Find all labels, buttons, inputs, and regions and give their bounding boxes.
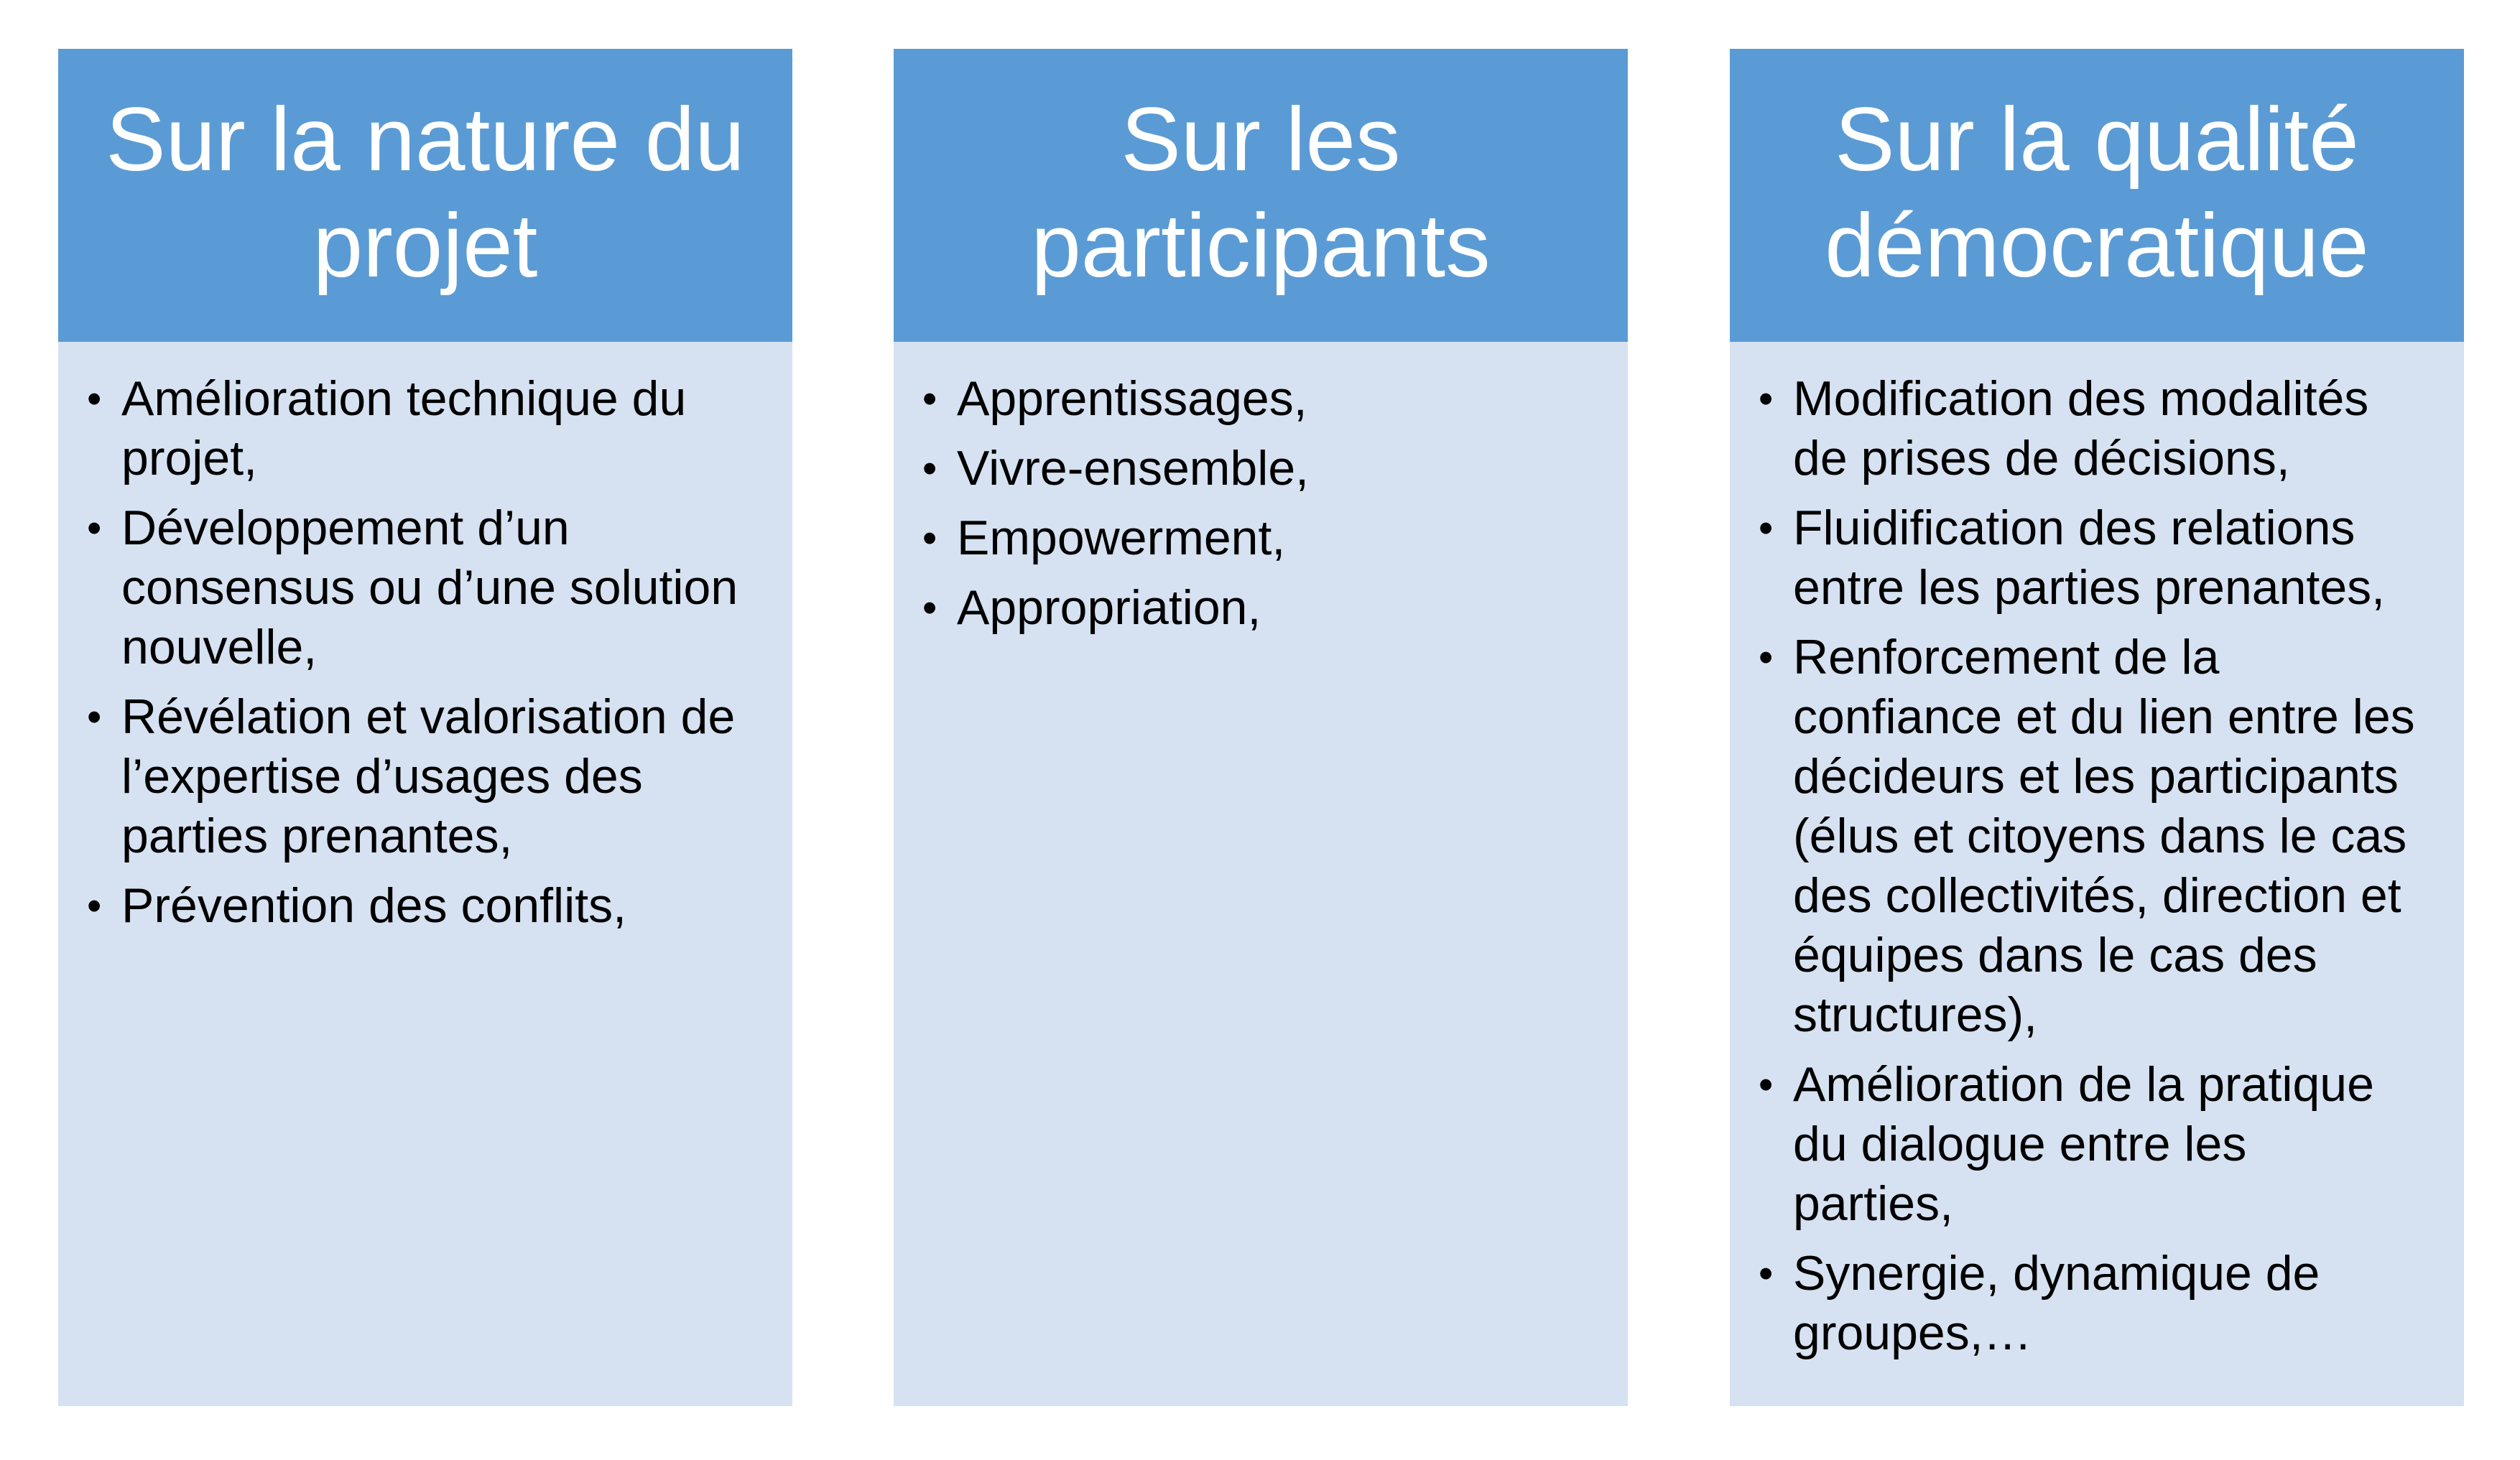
- column-header: Sur la qualité démocratique: [1730, 49, 2464, 342]
- column-body: [894, 342, 1628, 1406]
- column-democratic-quality: [1730, 49, 2464, 1406]
- list-item-text: Révélation et valorisation de l’expertise d’usages des parties prenantes,: [121, 689, 736, 863]
- column-project-nature: [58, 49, 792, 1406]
- list-item-text: Synergie, dynamique de groupes,…: [1793, 1246, 2320, 1360]
- list-item-text: Appropriation,: [957, 580, 1261, 635]
- column-participants: [894, 49, 1628, 1406]
- list-item-text: Empowerment,: [957, 511, 1286, 565]
- list-item: [922, 508, 1599, 568]
- column-body: [1730, 342, 2464, 1406]
- list-item: [922, 578, 1599, 638]
- bullet-icon: •: [922, 376, 937, 422]
- column-header: Sur les participants: [894, 49, 1628, 342]
- column-header: Sur la nature du projet: [58, 49, 792, 342]
- bullet-icon: •: [1759, 634, 1774, 681]
- item-list: [922, 369, 1599, 638]
- list-item-text: Prévention des conflits,: [121, 878, 627, 933]
- list-item: [1759, 369, 2435, 488]
- list-item: [87, 876, 764, 936]
- list-item: [922, 369, 1599, 429]
- list-item: [87, 369, 764, 488]
- bullet-icon: •: [87, 376, 102, 422]
- item-list: [87, 369, 764, 936]
- item-list: [1759, 369, 2435, 1363]
- list-item-text: Modification des modalités de prises de décisions,: [1793, 371, 2369, 485]
- bullet-icon: •: [87, 694, 102, 740]
- bullet-icon: •: [1759, 1250, 1774, 1297]
- list-item: [1759, 1055, 2435, 1234]
- bullet-icon: •: [922, 445, 937, 492]
- list-item-text: Fluidification des relations entre les parties prenantes,: [1793, 501, 2386, 615]
- list-item-text: Renforcement de la confiance et du lien entre les décideurs et les participants (élus et citoyens dans le cas des collectivités, direction et équipes dans le cas des structures),: [1793, 630, 2415, 1042]
- list-item-text: Développement d’un consensus ou d’une solution nouvelle,: [121, 501, 738, 674]
- bullet-icon: •: [87, 505, 102, 552]
- list-item: [1759, 628, 2435, 1045]
- list-item-text: Vivre-ensemble,: [957, 441, 1310, 496]
- list-item-text: Apprentissages,: [957, 371, 1307, 426]
- list-item-text: Amélioration technique du projet,: [121, 371, 687, 485]
- list-item: [87, 498, 764, 677]
- bullet-icon: •: [922, 585, 937, 631]
- bullet-icon: •: [1759, 505, 1774, 552]
- column-body: [58, 342, 792, 1406]
- bullet-icon: •: [1759, 1061, 1774, 1108]
- bullet-icon: •: [1759, 376, 1774, 422]
- list-item: [1759, 498, 2435, 618]
- list-item: [922, 439, 1599, 498]
- bullet-icon: •: [922, 515, 937, 562]
- list-item: [1759, 1244, 2435, 1363]
- bullet-icon: •: [87, 883, 102, 929]
- list-item-text: Amélioration de la pratique du dialogue entre les parties,: [1793, 1057, 2374, 1231]
- list-item: [87, 687, 764, 866]
